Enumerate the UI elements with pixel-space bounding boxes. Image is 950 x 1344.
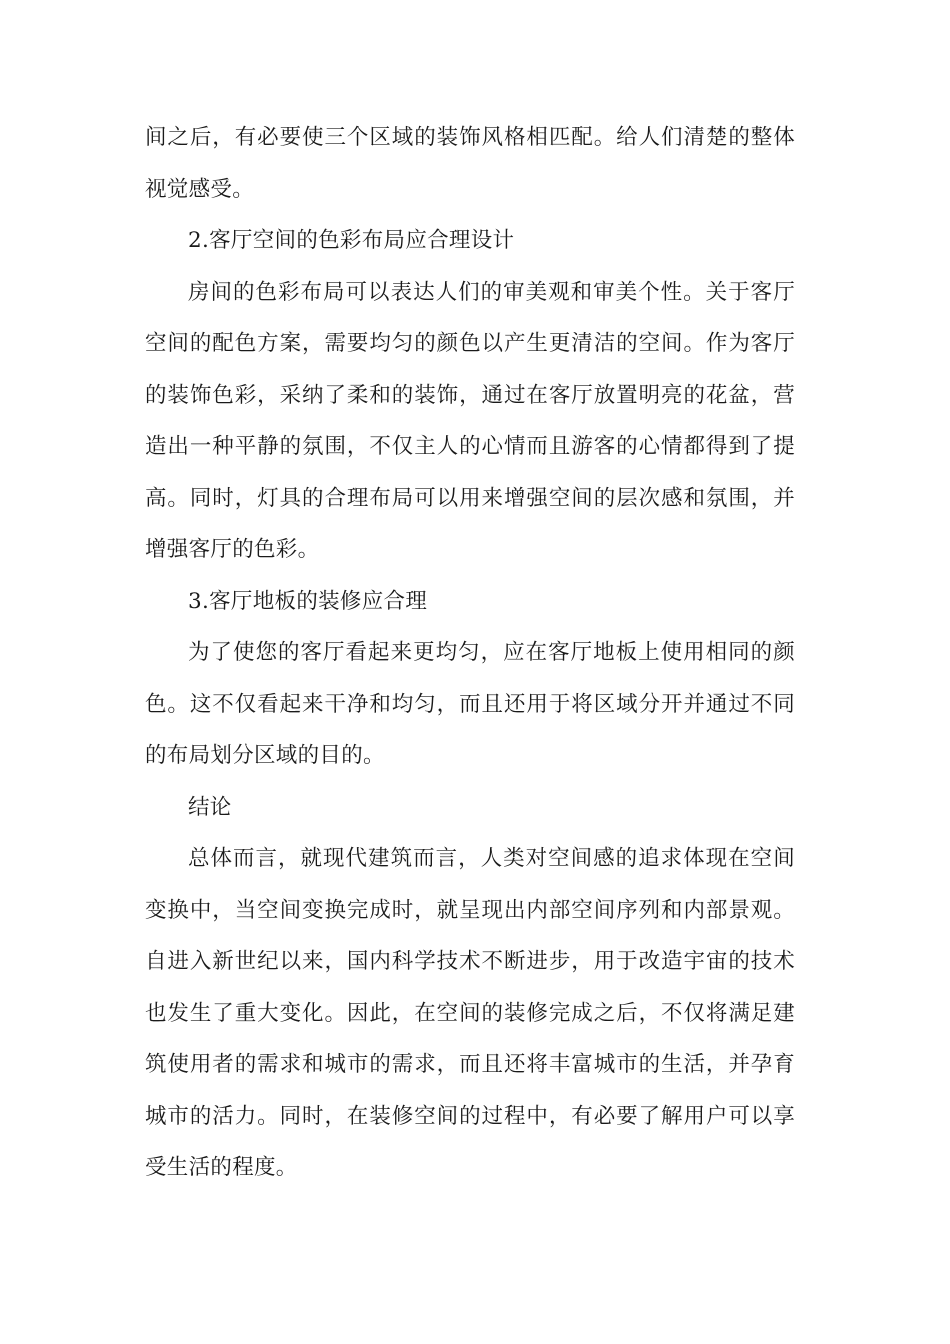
- section-heading-color-layout: 2.客厅空间的色彩布局应合理设计: [188, 228, 515, 253]
- paragraph-conclusion: 总体而言，就现代建筑而言，人类对空间感的追求体现在空间变换中，当空间变换完成时，就呈现出内部空间序列和内部景观。自进入新世纪以来，国内科学技术不断进步，用于改造宇宙的技术也发生了重大变化。因此，在空间的装修完成之后，不仅将满足建筑使用者的需求和城市的需求，而且还将丰富城市的生活，并孕育城市的活力。同时，在装修空间的过程中，有必要了解用户可以享受生活的程度。: [145, 846, 795, 1180]
- section-heading-floor: 3.客厅地板的装修应合理: [188, 588, 428, 614]
- document-page: [145, 112, 795, 1194]
- section-heading-conclusion: 结论: [188, 794, 232, 820]
- paragraph-floor: 为了使您的客厅看起来更均匀，应在客厅地板上使用相同的颜色。这不仅看起来干净和均匀，而且还用于将区域分开并通过不同的布局划分区域的目的。: [145, 640, 795, 768]
- paragraph-color-layout: 房间的色彩布局可以表达人们的审美观和审美个性。关于客厅空间的配色方案，需要均匀的颜色以产生更清洁的空间。作为客厅的装饰色彩，采纳了柔和的装饰，通过在客厅放置明亮的花盆，营造出一种平静的氛围，不仅主人的心情而且游客的心情都得到了提高。同时，灯具的合理布局可以用来增强空间的层次感和氛围，并增强客厅的色彩。: [145, 279, 795, 562]
- paragraph-continuation: 间之后，有必要使三个区域的装饰风格相匹配。给人们清楚的整体视觉感受。: [145, 125, 795, 202]
